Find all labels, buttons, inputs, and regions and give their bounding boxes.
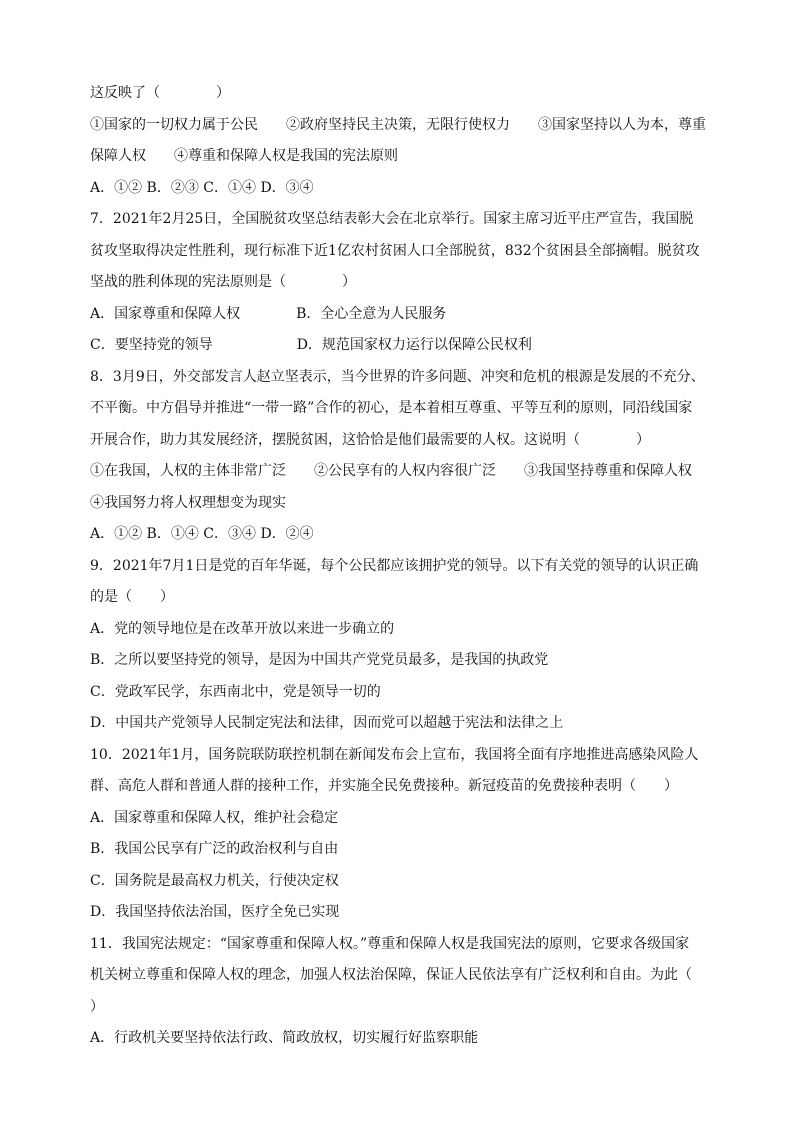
answer-option-b: B．我国公民享有广泛的政治权利与自由 bbox=[90, 841, 339, 857]
answer-option-b: B．之所以要坚持党的领导，是因为中国共产党党员最多，是我国的执政党 bbox=[90, 652, 549, 668]
answer-options: C．要坚持党的领导 D．规范国家权力运行以保障公民权利 bbox=[90, 337, 532, 353]
question-7: 7．2021年2月25日，全国脱贫攻坚总结表彰大会在北京举行。国家主席习近平庄严宣告，我国脱 bbox=[90, 211, 694, 227]
answer-options: A．国家尊重和保障人权 B．全心全意为人民服务 bbox=[90, 305, 447, 322]
text-line: 机关树立尊重和保障人权的理念，加强人权法治保障，保证人民依法享有广泛权利和自由。为此（ bbox=[90, 967, 692, 983]
question-8: 8．3月9日，外交部发言人赵立坚表示，当今世界的许多问题、冲突和危机的根源是发展的不充分、 bbox=[90, 368, 705, 385]
answer-option-d: D．中国共产党领导人民制定宪法和法律，因而党可以超越于宪法和法律之上 bbox=[90, 715, 564, 731]
text-line: 保障人权 ④尊重和保障人权是我国的宪法原则 bbox=[90, 148, 398, 164]
text-line: 不平衡。中方倡导并推进“一带一路”合作的初心，是本着相互尊重、平等互利的原则，同沿线国家 bbox=[90, 400, 693, 416]
answer-option-d: D．我国坚持依法治国，医疗全免已实现 bbox=[90, 904, 340, 920]
question-9: 9．2021年7月1日是党的百年华诞，每个公民都应该拥护党的领导。以下有关党的领导的认识正确 bbox=[90, 557, 699, 574]
answer-option-c: C．党政军民学，东西南北中，党是领导一切的 bbox=[90, 683, 381, 700]
text-line: 这反映了（ ） bbox=[90, 85, 230, 101]
text-line: ） bbox=[90, 998, 104, 1015]
text-line: 群、高危人群和普通人群的接种工作，并实施全民免费接种。新冠疫苗的免费接种表明（ ） bbox=[90, 778, 678, 794]
text-line: ①在我国，人权的主体非常广泛 ②公民享有的人权内容很广泛 ③我国坚持尊重和保障人权 bbox=[90, 463, 692, 479]
text-line: 贫攻坚取得决定性胜利，现行标准下近1亿农村贫困人口全部脱贫，832个贫困县全部摘帽。脱贫攻 bbox=[90, 242, 700, 259]
document-page bbox=[90, 78, 710, 1055]
text-line: 坚战的胜利体现的宪法原则是（ ） bbox=[90, 274, 356, 290]
answer-option-a: A．行政机关要坚持依法行政、简政放权，切实履行好监察职能 bbox=[90, 1030, 479, 1046]
text-line: 的是（ ） bbox=[90, 589, 174, 605]
text-line: ①国家的一切权力属于公民 ②政府坚持民主决策，无限行使权力 ③国家坚持以人为本，尊重 bbox=[90, 116, 706, 133]
text-line: ④我国努力将人权理想变为现实 bbox=[90, 494, 286, 511]
answer-option-a: A．党的领导地位是在改革开放以来进一步确立的 bbox=[90, 620, 395, 637]
question-11: 11．我国宪法规定：“国家尊重和保障人权。”尊重和保障人权是我国宪法的原则，它要求各级国家 bbox=[90, 935, 690, 952]
answer-option-c: C．国务院是最高权力机关，行使决定权 bbox=[90, 872, 339, 889]
question-10: 10．2021年1月，国务院联防联控机制在新闻发布会上宣布，我国将全面有序地推进高感染风险人 bbox=[90, 746, 699, 763]
text-line: 开展合作，助力其发展经济，摆脱贫困，这恰恰是他们最需要的人权。这说明（ ） bbox=[90, 431, 650, 448]
answer-option-a: A．国家尊重和保障人权，维护社会稳定 bbox=[90, 809, 339, 826]
answer-options: A．①② B．②③ C．①④ D．③④ bbox=[90, 179, 314, 196]
answer-options: A．①② B．①④ C．③④ D．②④ bbox=[90, 526, 314, 542]
